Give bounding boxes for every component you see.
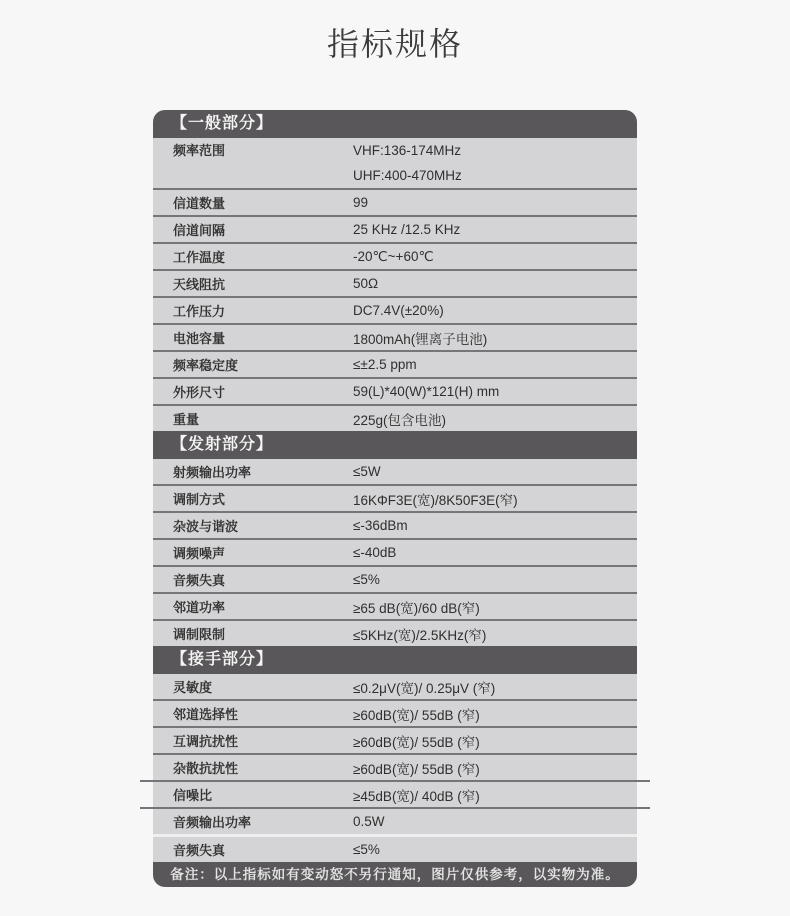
spec-label: 工作压力 [173,304,226,319]
spec-label: 工作温度 [173,250,226,265]
spec-row [153,540,637,565]
spec-row [153,701,637,726]
spec-value: ≥60dB(宽)/ 55dB (窄) [353,707,480,723]
spec-label: 频率稳定度 [173,358,239,373]
spec-value: DC7.4V(±20%) [353,303,444,318]
section-header-transmit: 【发射部分】 [153,431,637,459]
spec-label: 音频失真 [173,573,226,588]
spec-label: 天线阻抗 [173,277,226,292]
spec-row [153,379,637,404]
spec-label: 外形尺寸 [173,385,226,400]
spec-value: 225g(包含电池) [353,412,447,428]
spec-label: 灵敏度 [173,680,213,695]
spec-label: 信道数量 [173,196,226,211]
section-header-general: 【一般部分】 [153,110,637,138]
spec-row [153,594,637,619]
spec-label: 调制限制 [173,627,226,642]
spec-value: ≤-36dBm [353,518,408,533]
spec-label: 邻道选择性 [173,707,239,722]
spec-value: ≤-40dB [353,545,397,560]
spec-label: 互调抗扰性 [173,734,239,749]
spec-label: 调制方式 [173,492,226,507]
spec-value: ≤5% [353,572,380,587]
spec-row [153,325,637,350]
spec-row [153,755,637,780]
spec-value: ≥45dB(宽)/ 40dB (窄) [353,788,480,804]
spec-value-line2: UHF:400-470MHz [353,168,462,183]
spec-label: 音频输出功率 [173,815,252,830]
spec-row [153,621,637,646]
spec-label: 射频输出功率 [173,465,252,480]
spec-value: ≤±2.5 ppm [353,357,417,372]
spec-row [153,244,637,269]
spec-row [153,217,637,242]
spec-value: -20℃~+60℃ [353,248,434,264]
spec-table [153,110,637,887]
section-header-receive: 【接手部分】 [153,646,637,674]
spec-label: 邻道功率 [173,600,226,615]
spec-value-line1: VHF:136-174MHz [353,143,462,158]
spec-label: 信道间隔 [173,223,226,238]
spec-row [153,298,637,323]
spec-label: 音频失真 [173,843,226,858]
spec-row [153,486,637,511]
spec-row [153,674,637,699]
spec-value: 16KΦF3E(宽)/8K50F3E(窄) [353,492,518,508]
spec-label: 重量 [173,412,200,427]
spec-value: ≤5W [353,464,381,479]
spec-value: 1800mAh(锂离子电池) [353,331,488,347]
spec-label: 频率范围 [173,143,226,158]
spec-row [153,513,637,538]
spec-row [153,837,637,862]
spec-row [153,809,637,834]
spec-row [153,782,637,807]
spec-value: ≤5% [353,842,380,857]
spec-value: ≤5KHz(宽)/2.5KHz(窄) [353,627,487,643]
spec-value: ≤0.2μV(宽)/ 0.25μV (窄) [353,680,496,696]
spec-value: 25 KHz /12.5 KHz [353,222,461,237]
spec-row [153,271,637,296]
footnote-bar: 备注：以上指标如有变动怒不另行通知，图片仅供参考，以实物为准。 [153,862,637,887]
spec-value: 99 [353,195,369,210]
spec-row [153,567,637,592]
spec-label: 杂波与谐波 [173,519,239,534]
spec-value: ≥60dB(宽)/ 55dB (窄) [353,761,480,777]
spec-value: 0.5W [353,814,385,829]
page-title: 指标规格 [326,26,463,62]
spec-value: ≥60dB(宽)/ 55dB (窄) [353,734,480,750]
spec-row [153,352,637,377]
spec-label: 电池容量 [173,331,226,346]
spec-row [153,406,637,431]
spec-label: 调频噪声 [173,546,226,561]
spec-label: 杂散抗扰性 [173,761,239,776]
spec-row [153,190,637,215]
spec-value: ≥65 dB(宽)/60 dB(窄) [353,600,480,616]
spec-row [153,459,637,484]
spec-value: 59(L)*40(W)*121(H) mm [353,384,500,399]
snr-row-extended-border [140,780,650,809]
spec-row [153,138,637,188]
spec-row [153,728,637,753]
spec-label: 信噪比 [173,788,213,803]
spec-value: 50Ω [353,276,379,291]
spec-value [353,138,462,188]
